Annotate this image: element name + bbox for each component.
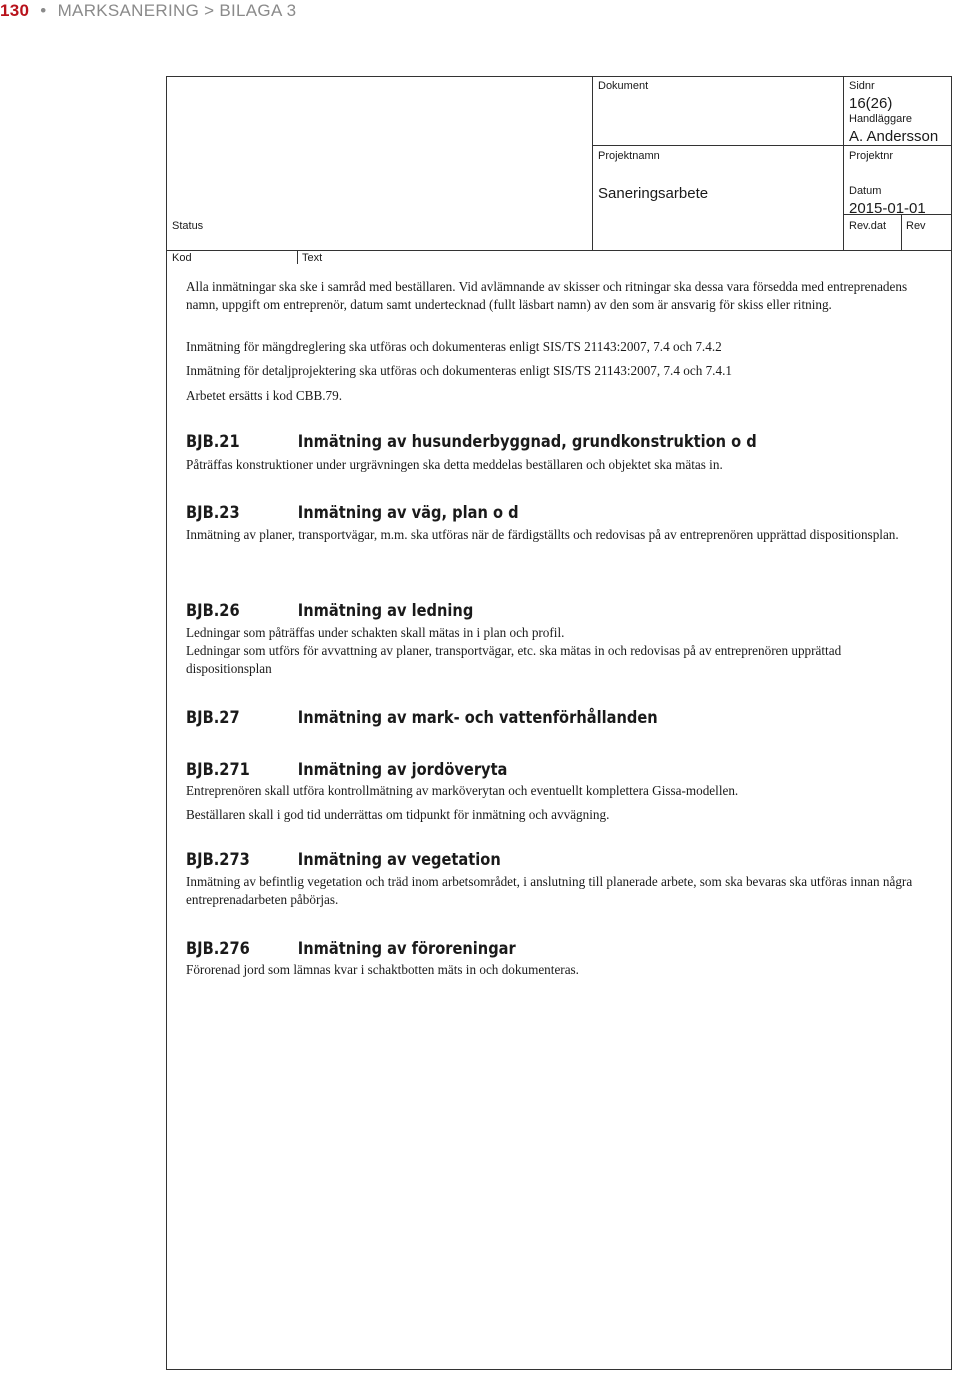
section-title: Inmätning av föroreningar	[297, 939, 516, 959]
section-line: Ledningar som utförs för avvattning av planer, transportvägar, etc. ska mätas in och redovisas på av entreprenören upprättad dispositionsplan	[186, 643, 842, 676]
section-body	[186, 526, 916, 544]
section-line: Inmätning av planer, transportvägar, m.m. ska utföras när de färdigställts och redovisas på av entreprenören upprättad dispositionsplan.	[186, 527, 899, 542]
section-heading	[186, 849, 822, 871]
revdat-label: Rev.dat	[849, 220, 887, 232]
section-heading	[186, 707, 822, 729]
section-code: BJB.26	[186, 601, 240, 621]
projektnamn-label: Projektnamn	[598, 150, 660, 162]
projektnr-label: Projektnr	[849, 150, 894, 162]
section-line: Inmätning av befintlig vegetation och träd inom arbetsområdet, i anslutning till planerade arbete, som ska bevaras ska utföras innan några entreprenadarbeten påbörjas.	[186, 874, 913, 907]
dokument-label: Dokument	[598, 80, 649, 92]
sidnr-label: Sidnr	[849, 80, 875, 92]
section-body	[186, 456, 916, 474]
page-running-header	[0, 0, 296, 22]
title-block-divider	[843, 76, 844, 250]
section-body	[186, 624, 916, 678]
sidnr-value: 16(26)	[849, 95, 893, 112]
title-block-divider	[166, 250, 952, 251]
section-code: BJB.276	[186, 939, 250, 959]
handlaggare-label: Handläggare	[849, 113, 912, 125]
section-code: BJB.271	[186, 760, 250, 780]
section-title: Inmätning av vegetation	[297, 850, 501, 870]
intro-paragraph	[186, 278, 916, 314]
bullet-separator-icon: •	[40, 1, 47, 20]
section-code: BJB.23	[186, 503, 240, 523]
title-block-divider	[592, 76, 593, 250]
section-code: BJB.21	[186, 432, 240, 452]
column-divider	[297, 250, 298, 264]
intro-line-mangdreglering	[186, 338, 916, 356]
section-code: BJB.27	[186, 708, 240, 728]
section-heading	[186, 759, 822, 781]
datum-value: 2015-01-01	[849, 200, 926, 217]
status-label: Status	[172, 220, 204, 232]
intro-line-ersattning	[186, 387, 916, 405]
section-breadcrumb: MARKSANERING > BILAGA 3	[57, 1, 297, 20]
intro-text: Inmätning för detaljprojektering ska utföras och dokumenteras enligt SIS/TS 21143:2007, 7.4 och 7.4.1	[186, 363, 732, 378]
section-body	[186, 873, 916, 909]
section-title: Inmätning av ledning	[297, 601, 474, 621]
section-heading	[186, 600, 822, 622]
section-heading	[186, 502, 822, 524]
rev-label: Rev	[906, 220, 926, 232]
text-column-label: Text	[302, 252, 323, 264]
section-title: Inmätning av husunderbyggnad, grundkonstruktion o d	[297, 432, 757, 452]
section-heading	[186, 938, 822, 960]
section-title: Inmätning av mark- och vattenförhållanden	[297, 708, 658, 728]
section-body	[186, 961, 916, 979]
intro-line-detaljprojektering	[186, 362, 916, 380]
handlaggare-value: A. Andersson	[849, 128, 939, 145]
section-line: Ledningar som påträffas under schakten skall mätas in i plan och profil.	[186, 625, 565, 640]
section-heading	[186, 431, 822, 453]
section-line: Förorenad jord som lämnas kvar i schaktbotten mäts in och dokumenteras.	[186, 962, 579, 977]
section-title: Inmätning av väg, plan o d	[297, 503, 519, 523]
section-title: Inmätning av jordöveryta	[297, 760, 508, 780]
intro-text: Arbetet ersätts i kod CBB.79.	[186, 388, 343, 403]
page-number: 130	[0, 1, 30, 20]
intro-text: Alla inmätningar ska ske i samråd med beställaren. Vid avlämnande av skisser och ritningar ska dessa vara försedda med entreprenadens namn, uppgift om entreprenör, datum samt undertecknad (fullt läsbart namn) av den som är ansvarig för skiss eller ritning.	[186, 279, 908, 312]
section-line: Påträffas konstruktioner under urgrävningen ska detta meddelas beställaren och objektet ska mätas in.	[186, 457, 723, 472]
title-block-divider	[901, 214, 902, 250]
intro-text: Inmätning för mängdreglering ska utföras och dokumenteras enligt SIS/TS 21143:2007, 7.4 och 7.4.2	[186, 339, 722, 354]
projektnamn-value: Saneringsarbete	[598, 185, 709, 202]
kod-column-label: Kod	[172, 252, 192, 264]
section-line: Beställaren skall i god tid underrättas om tidpunkt för inmätning och avvägning.	[186, 807, 610, 822]
datum-label: Datum	[849, 185, 882, 197]
section-code: BJB.273	[186, 850, 250, 870]
section-body	[186, 782, 916, 824]
section-line: Entreprenören skall utföra kontrollmätning av marköverytan och eventuellt komplettera Gissa-modellen.	[186, 783, 739, 798]
